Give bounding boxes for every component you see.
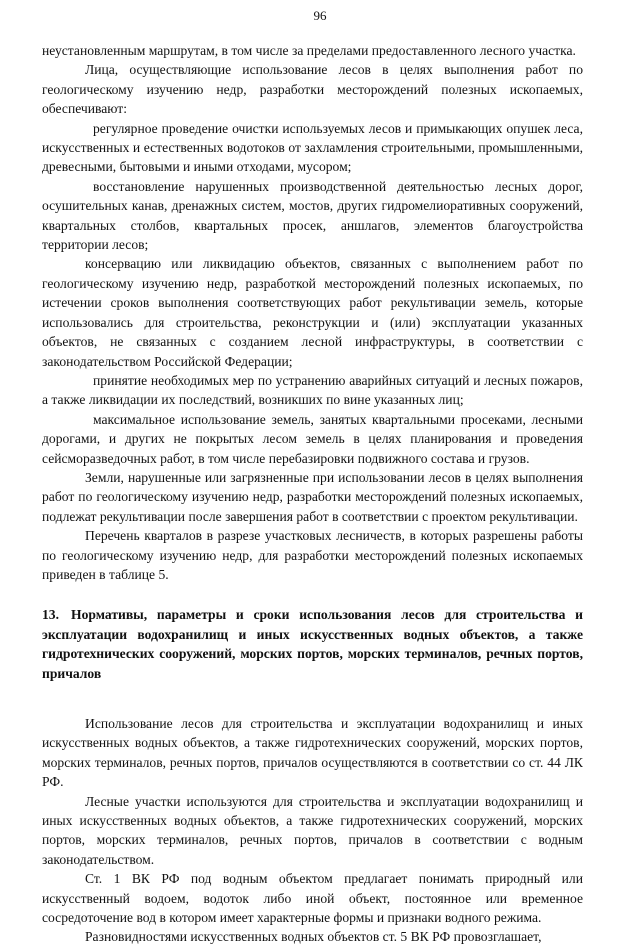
paragraph-quarter-list: Перечень кварталов в разрезе участковых лесничеств, в которых разрешены работы по геологическому изучению недр, для разработки месторождений полезных ископаемых приведен в таблице 5. (42, 528, 583, 582)
section-number: 13. (42, 607, 59, 623)
paragraph-emergency-measures: принятие необходимых мер по устранению аварийных ситуаций и лесных пожаров, а также ликвидации их последствий, возникших по вине указанных лиц; (42, 372, 583, 408)
document-body (42, 41, 583, 947)
paragraph-conservation: консервацию или ликвидацию объектов, связанных с выполнением работ по геологическому изучению недр, разработкой месторождений полезных ископаемых, по истечении сроков выполнения соответствующих работ рекультивации земель, которые использовались для строительства, реконструкции и (или) эксплуатации указанных объектов, не связанных с созданием лесной инфраструктуры, в соответствии с законодательством Российской Федерации; (42, 256, 583, 369)
paragraph-forest-use: Использование лесов для строительства и эксплуатации водохранилищ и иных искусственных водных объектов, а также гидротехнических сооружений, морских портов, морских терминалов, речных портов, причалов осуществляются в соответствии со ст. 44 ЛК РФ. (42, 716, 583, 790)
paragraph-forest-plots: Лесные участки используются для строительства и эксплуатации водохранилищ и иных искусственных водных объектов, а также гидротехнических сооружений, морских портов, морских терминалов, речных портов, причалов в соответствии с водным законодательством. (42, 793, 583, 867)
paragraph-cleaning: регулярное проведение очистки используемых лесов и примыкающих опушек леса, искусственных и естественных водотоков от захламления строительными, промышленными, древесными, бытовыми и иными отходами, мусором; (42, 120, 583, 175)
page-number: 96 (313, 8, 327, 23)
paragraph-artificial-water-objects: Разновидностями искусственных водных объектов ст. 5 ВК РФ провозглашает, (85, 929, 542, 945)
paragraph-obligations-intro: Лица, осуществляющие использование лесов в целях выполнения работ по геологическому изучению недр, разработки месторождений полезных ископаемых, обеспечивают: (42, 62, 583, 117)
paragraph-restoration: восстановление нарушенных производственной деятельностью лесных дорог, осушительных канав, дренажных систем, мостов, других гидромелиоративных сооружений, квартальных столбов, квартальных просек, аншлагов, элементов благоустройства территории лесов; (42, 178, 583, 253)
paragraph-continuation: неустановленным маршрутам, в том числе за пределами предоставленного лесного участка. (42, 43, 576, 58)
section-heading (42, 605, 583, 683)
paragraph-recultivation: Земли, нарушенные или загрязненные при использовании лесов в целях выполнения работ по геологическому изучению недр, разработки месторождений полезных ископаемых, подлежат рекультивации после завершения работ в соответствии с проектом рекультивации. (42, 469, 583, 524)
section-title: Нормативы, параметры и сроки использования лесов для строительства и эксплуатации водохранилищ и иных искусственных водных объектов, а также гидротехнических сооружений, морских портов, морских терминалов, речных портов, причалов (42, 607, 583, 681)
paragraph-land-use: максимальное использование земель, занятых квартальными просеками, лесными дорогами, и других не покрытых лесом земель в целях планирования и проведения сейсморазведочных работ, в том числе перебазировки подвижного состава и грузов. (42, 411, 583, 466)
paragraph-water-object-definition: Ст. 1 ВК РФ под водным объектом предлагает понимать природный или искусственный водоем, водоток либо иной объект, постоянное или временное сосредоточение вод в котором имеет характерные формы и признаки водного режима. (42, 871, 583, 926)
